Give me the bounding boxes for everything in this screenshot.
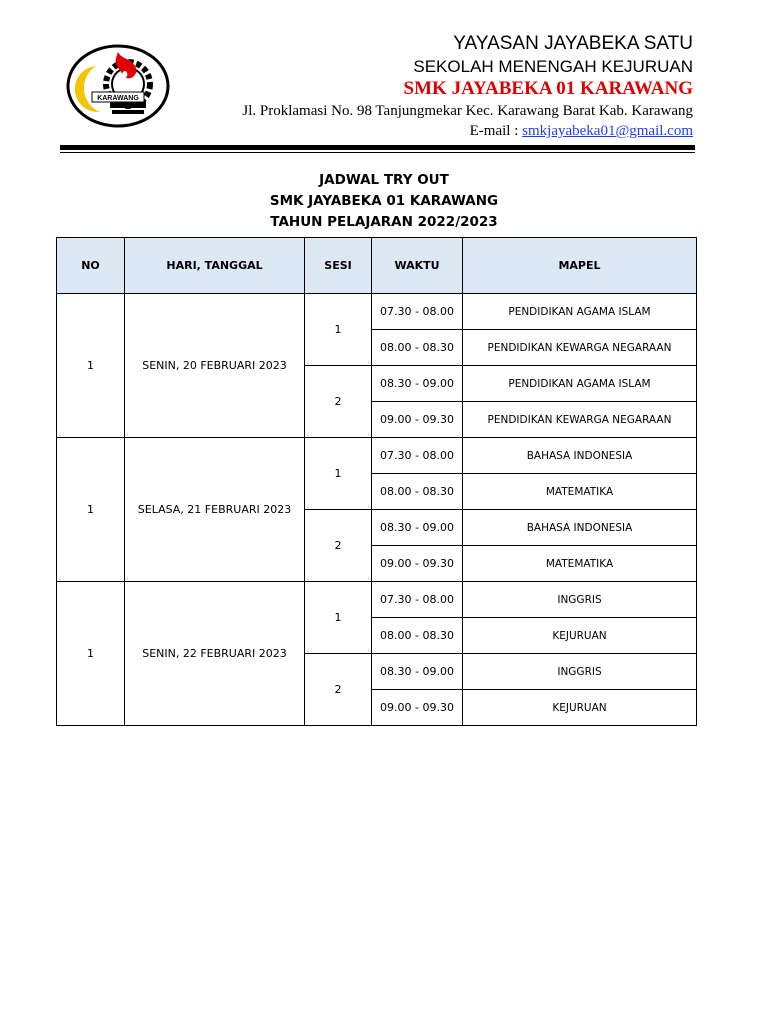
session-number: 2	[305, 510, 372, 582]
document-title	[0, 170, 768, 233]
email-link[interactable]: smkjayabeka01@gmail.com	[522, 123, 693, 139]
day-number: 1	[57, 438, 125, 582]
slot-subject: INGGRIS	[463, 582, 697, 618]
table-row	[57, 582, 697, 618]
slot-time: 09.00 - 09.30	[372, 402, 463, 438]
slot-subject: PENDIDIKAN AGAMA ISLAM	[463, 294, 697, 330]
day-number: 1	[57, 582, 125, 726]
slot-time: 07.30 - 08.00	[372, 294, 463, 330]
slot-subject: INGGRIS	[463, 654, 697, 690]
slot-time: 08.00 - 08.30	[372, 618, 463, 654]
school-name: SMK JAYABEKA 01 KARAWANG	[403, 78, 693, 99]
slot-subject: PENDIDIKAN KEWARGA NEGARAAN	[463, 402, 697, 438]
slot-subject: KEJURUAN	[463, 618, 697, 654]
slot-subject: KEJURUAN	[463, 690, 697, 726]
slot-subject: PENDIDIKAN KEWARGA NEGARAAN	[463, 330, 697, 366]
slot-time: 08.00 - 08.30	[372, 474, 463, 510]
column-header-session: SESI	[305, 238, 372, 294]
day-date: SENIN, 22 FEBRUARI 2023	[125, 582, 305, 726]
slot-time: 08.30 - 09.00	[372, 510, 463, 546]
table-header-row	[57, 238, 697, 294]
slot-time: 08.30 - 09.00	[372, 654, 463, 690]
title-line-2: SMK JAYABEKA 01 KARAWANG	[269, 193, 499, 209]
logo-text: KARAWANG	[97, 95, 139, 102]
slot-subject: MATEMATIKA	[463, 474, 697, 510]
session-number: 1	[305, 582, 372, 654]
slot-subject: BAHASA INDONESIA	[463, 438, 697, 474]
title-line-1: JADWAL TRY OUT	[319, 172, 449, 188]
slot-subject: PENDIDIKAN AGAMA ISLAM	[463, 366, 697, 402]
column-header-date: HARI, TANGGAL	[125, 238, 305, 294]
session-number: 1	[305, 294, 372, 366]
day-number: 1	[57, 294, 125, 438]
header-divider-thick	[60, 145, 695, 150]
title-line-3: TAHUN PELAJARAN 2022/2023	[270, 214, 498, 230]
slot-time: 09.00 - 09.30	[372, 690, 463, 726]
slot-time: 07.30 - 08.00	[372, 582, 463, 618]
column-header-subject: MAPEL	[463, 238, 697, 294]
table-row	[57, 294, 697, 330]
email-line	[242, 121, 693, 141]
slot-time: 09.00 - 09.30	[372, 546, 463, 582]
column-header-no: NO	[57, 238, 125, 294]
slot-time: 07.30 - 08.00	[372, 438, 463, 474]
slot-subject: MATEMATIKA	[463, 546, 697, 582]
email-label: E-mail :	[469, 123, 523, 139]
session-number: 2	[305, 654, 372, 726]
header-divider-thin	[60, 152, 695, 153]
session-number: 2	[305, 366, 372, 438]
table-row	[57, 438, 697, 474]
slot-time: 08.00 - 08.30	[372, 330, 463, 366]
column-header-time: WAKTU	[372, 238, 463, 294]
school-logo	[66, 44, 170, 128]
school-address: Jl. Proklamasi No. 98 Tanjungmekar Kec. Karawang Barat Kab. Karawang	[242, 103, 693, 119]
day-date: SENIN, 20 FEBRUARI 2023	[125, 294, 305, 438]
schedule-table	[56, 237, 697, 726]
slot-time: 08.30 - 09.00	[372, 366, 463, 402]
slot-subject: BAHASA INDONESIA	[463, 510, 697, 546]
letterhead	[242, 32, 693, 141]
day-date: SELASA, 21 FEBRUARI 2023	[125, 438, 305, 582]
foundation-name: YAYASAN JAYABEKA SATU	[453, 33, 693, 54]
session-number: 1	[305, 438, 372, 510]
school-type: SEKOLAH MENENGAH KEJURUAN	[413, 57, 693, 76]
